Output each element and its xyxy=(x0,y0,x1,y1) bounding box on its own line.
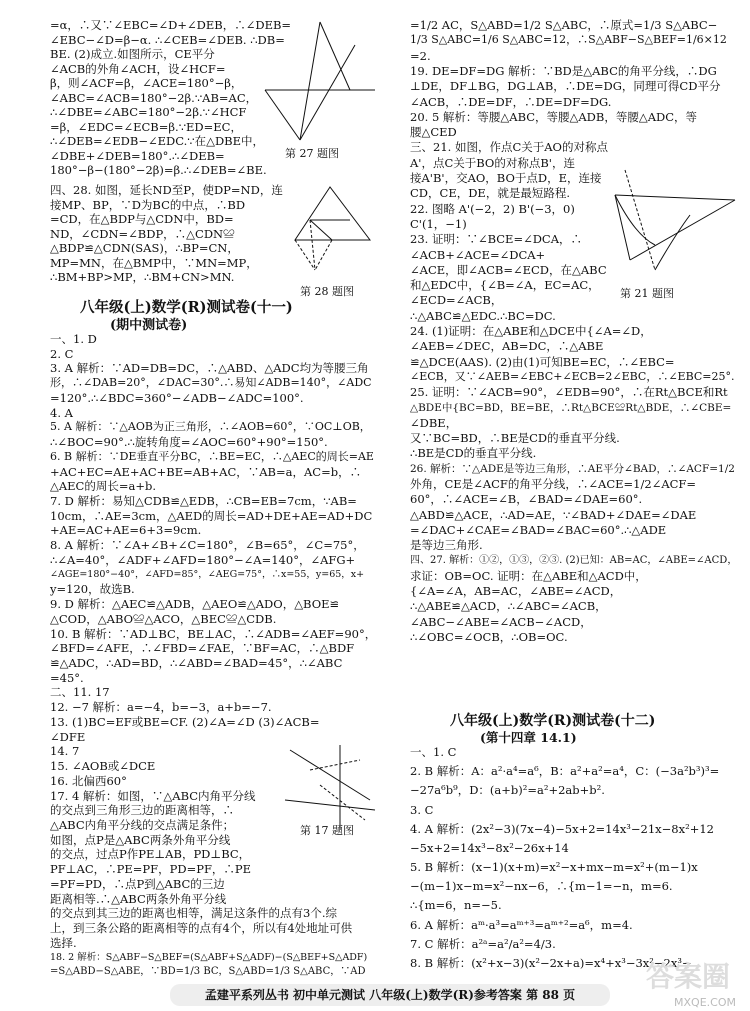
answer-line: =2. xyxy=(410,48,431,63)
answer-line: =CD，在△BDP与△CDN中，BD= xyxy=(50,212,234,226)
answer-line: 24. (1)证明：在△ABE和△DCE中{∠A=∠D， xyxy=(410,324,652,338)
section-subtitle-11: (期中测试卷) xyxy=(110,318,188,333)
answer-line: =∠DAC+∠CAE=∠BAD=∠BAC=60°.∴△ADE xyxy=(410,522,667,537)
answer-line: 6. B 解析：∵DE垂直平分BC，∴BE=EC，∴△AEC的周长=AE xyxy=(50,449,374,463)
answer-line: =120°.∴∠BDC=360°−∠ADB−∠ADC=100°. xyxy=(50,390,304,405)
answer-line: 7. D 解析：易知△CDB≌△EDB，∴CB=EB=7cm，∵AB= xyxy=(50,494,357,508)
answer-line: A'，点C关于BO的对称点B'，连 xyxy=(410,155,575,170)
answer-line: ∴∠DEB=∠EDB−∠EDC.∵在△DBE中， xyxy=(50,134,265,148)
answer-line: ∠ABC−∠ABE=∠ACB−∠ACD， xyxy=(410,614,592,629)
answer-line: ND，∠CDN=∠BDP，∴△CDN≌ xyxy=(50,226,235,241)
answer-line: =45°. xyxy=(50,670,84,685)
answer-line: 6. A 解析：aᵐ·a³=aᵐ⁺³=aᵐ⁺²=a⁶，m=4. xyxy=(410,917,633,932)
answer-line: CD，CE，DE，就是最短路程. xyxy=(410,186,570,201)
answer-line: 7. C 解析：a²ᵃ=a²/a²=4/3. xyxy=(410,936,556,951)
answer-line: 20. 5 解析：等腰△ABC，等腰△ADB，等腰△ADC，等 xyxy=(410,109,698,124)
answer-line: 14. 7 xyxy=(50,744,80,759)
answer-line: 22. 图略 A'(−2，2) B'(−3，0) xyxy=(410,201,575,216)
answer-line: ∠AEB=∠DEC，AB=DC，∴△ABE xyxy=(410,339,604,354)
answer-line: 和△EDC中，{∠B=∠A，EC=AC， xyxy=(410,278,600,293)
answer-line: ∴∠BOC=90°.∴旋转角度=∠AOC=60°+90°=150°. xyxy=(50,435,328,450)
answer-line: ∠DBE+∠DEB=180°.∴∠DEB= xyxy=(50,148,225,163)
figure-17 xyxy=(280,740,380,835)
answer-line: ≌△DCE(AAS). (2)由(1)可知BE=EC，∴∠EBC= xyxy=(410,354,675,369)
answer-line: △COD，△ABO≌△ACO，△BEC≌△CDB. xyxy=(50,611,277,626)
answer-line: 60°，∴∠ACE=∠B，∠BAD=∠DAE=60°. xyxy=(410,492,643,507)
answer-line: 上，到三条公路的距离相等的点有4个，所以有4处地址可供 xyxy=(50,921,353,936)
answer-line: 形，∴∠DAB=20°，∠DAC=30°.∴易知∠ADB=140°，∠ADC xyxy=(50,376,372,390)
answer-line: =1/2 AC，S△ABD=1/2 S△ABC，∴原式=1/3 S△ABC− xyxy=(410,18,718,32)
answer-line: C'(1，−1) xyxy=(410,216,467,231)
answer-line: {∠A=∠A，AB=AC，∠ABE=∠ACD， xyxy=(410,584,622,599)
answer-line: 12. −7 解析：a=−4，b=−3，a+b=−7. xyxy=(50,700,272,715)
answer-line: 的交点到三角形三边的距离相等，∴ xyxy=(50,803,234,818)
answer-line: BE. (2)成立.如图所示，CE平分 xyxy=(50,47,215,61)
section-title-12: 八年级(上)数学(R)测试卷(十二) xyxy=(450,713,656,729)
figure-17-caption: 第 17 题图 xyxy=(300,824,354,837)
answer-line: 2. B 解析：A：a²·a⁴=a⁶，B：a²+a²=a⁴，C：(−3a²b³)³= xyxy=(410,764,720,779)
answer-line: 一、1. D xyxy=(50,332,97,346)
answer-line: △AEC的周长=a+b. xyxy=(50,479,156,494)
answer-line: y=120，故选B. xyxy=(50,582,135,597)
answer-line: 8. B 解析：(x²+x−3)(x²−2x+a)=x⁴+x³−3x²−2x³− xyxy=(410,955,692,970)
answer-line: ∠ABC=∠ACB=180°−2β.∵AB=AC， xyxy=(50,90,258,105)
section-subtitle-12: (第十四章 14.1) xyxy=(480,730,577,745)
answer-line: 腰△CED xyxy=(410,125,457,140)
watermark-url: MXQE.COM xyxy=(674,996,736,1009)
answer-line: MP=MN，在△BMP中，∵MN=MP， xyxy=(50,255,258,270)
answer-line: △ABC内角平分线的交点满足条件； xyxy=(50,818,235,832)
answer-line: 求证：OB=OC. 证明：在△ABE和△ACD中， xyxy=(410,568,647,583)
answer-line: +AE=AC+AE=6+3=9cm. xyxy=(50,523,202,538)
section-title-11: 八年级(上)数学(R)测试卷(十一) xyxy=(80,299,293,316)
answer-line: 一、1. C xyxy=(410,745,457,759)
answer-line: 3. C xyxy=(410,802,434,817)
answer-line: ∠ACB+∠ACE=∠DCA+ xyxy=(410,247,546,262)
answer-line: 4. A 解析：(2x²−3)(7x−4)−5x+2=14x³−21x−8x²+12 xyxy=(410,821,714,836)
answer-line: ∠ECB，又∵∠AEB=∠EBC+∠ECB=2∠EBC，∴∠EBC=25°. xyxy=(410,369,735,383)
answer-line: ∴∠DBE=∠ABC=180°−2β.∵∠HCF xyxy=(50,105,247,119)
answer-line: 如图，点P是△ABC两条外角平分线 xyxy=(50,832,231,847)
answer-line: ∠EBC−∠D=β−α. ∴∠CEB=∠DEB. ∴DB= xyxy=(50,32,285,47)
answer-line: 接MP、BP，∵D为BC的中点，∴BD xyxy=(50,197,246,212)
answer-line: 的交点到其三边的距离也相等，满足这条件的点有3个.综 xyxy=(50,906,337,921)
answer-line: 15. ∠AOB或∠DCE xyxy=(50,759,156,774)
answer-line: β，则∠ACF=β，∠ACE=180°−β， xyxy=(50,76,243,90)
answer-line: ∠DFE xyxy=(50,729,86,744)
answer-line: 三、21. 如图，作点C关于AO的对称点 xyxy=(410,140,608,155)
answer-line: 是等边三角形. xyxy=(410,538,483,553)
figure-27 xyxy=(255,20,380,150)
answer-line: 18. 2 解析：S△ABF−S△BEF=(S△ABF+S△ADF)−(S△BEF+S△ADF) xyxy=(50,951,368,963)
answer-line: 的交点，过点P作PE⊥AB，PD⊥BC， xyxy=(50,847,251,862)
answer-line: 接A'B'，交AO，BO于点D，E，连接 xyxy=(410,171,602,185)
answer-line: ∠ACE，即∠ACB=∠ECD，在△ABC xyxy=(410,262,607,277)
answer-line: 10cm，∴AE=3cm，△AED的周长=AD+DE+AE=AD+DC xyxy=(50,508,373,523)
answer-line: △ABD≌△ACE，∴AD=AE，∵∠BAD+∠DAE=∠DAE xyxy=(410,507,697,522)
answer-line: 3. A 解析：∵AD=DB=DC，∴△ABD、△ADC均为等腰三角 xyxy=(50,361,369,376)
answer-line: 8. A 解析：∵∠A+∠B+∠C=180°，∠B=65°，∠C=75°， xyxy=(50,538,365,553)
answer-line: 四、28. 如图，延长ND至P，使DP=ND，连 xyxy=(50,183,283,197)
answer-line: 二、11. 17 xyxy=(50,685,110,700)
answer-line: 17. 4 解析：如图，∵△ABC内角平分线 xyxy=(50,788,256,803)
answer-line: 13. (1)BC=EF或BE=CF. (2)∠A=∠D (3)∠ACB= xyxy=(50,714,320,729)
answer-line: ∠ACB的外角∠ACH，设∠HCF= xyxy=(50,61,226,76)
answer-line: ∴△ABC≌△EDC.∴BC=DC. xyxy=(410,308,556,323)
answer-line: −5x+2=14x³−8x²−26x+14 xyxy=(410,840,569,855)
answer-line: −27a⁶b⁹，D：(a+b)²=a²+2ab+b². xyxy=(410,783,605,798)
answer-line: ≌△ADC，∴AD=BD，∴∠ABD=∠BAD=45°，∴∠ABC xyxy=(50,656,343,670)
answer-line: △BDE中{BC=BD，BE=BE，∴Rt△BCE≌Rt△BDE，∴∠CBE= xyxy=(410,401,732,414)
answer-line: 23. 证明：∵∠BCE=∠DCA，∴ xyxy=(410,232,583,247)
answer-line: ∠BFD=∠AFE，∴∠FBD=∠FAE，∵BF=AC，∴△BDF xyxy=(50,641,355,656)
answer-line: =β，∠EDC=∠ECB=β.∵ED=EC， xyxy=(50,119,242,134)
answer-line: 16. 北偏西60° xyxy=(50,773,127,788)
answer-line: 又∵BC=BD，∴BE是CD的垂直平分线. xyxy=(410,431,620,446)
answer-line: =α，∴又∵∠EBC=∠D+∠DEB，∴∠DEB= xyxy=(50,18,292,32)
watermark-logo: 答案圈 xyxy=(645,960,730,993)
answer-line: 19. DE=DF=DG 解析：∵BD是△ABC的角平分线，∴DG xyxy=(410,63,717,78)
answer-line: 距离相等.∴△ABC两条外角平分线 xyxy=(50,891,227,906)
answer-line: 9. D 解析：△AEC≌△ADB，△AEO≌△ADO，△BOE≌ xyxy=(50,597,340,612)
answer-line: 4. A xyxy=(50,405,73,420)
figure-28 xyxy=(290,185,380,280)
answer-line: ∠DBE， xyxy=(410,415,458,430)
answer-line: 外角，CE是∠ACF的角平分线，∴∠ACE=1/2∠ACF= xyxy=(410,477,697,491)
figure-27-caption: 第 27 题图 xyxy=(285,147,339,160)
answer-line: 180°−β−(180°−2β)=β.∴∠DEB=∠BE. xyxy=(50,163,267,177)
answer-line: 选择. xyxy=(50,935,77,950)
answer-line: ∠AGE=180°−40°，∠AFD=85°，∠AEG=75°，∴x=55，y=65，x+ xyxy=(50,568,365,580)
answer-line: 5. A 解析：∵△AOB为正三角形，∴∠AOB=60°，∵OC⊥OB， xyxy=(50,420,371,434)
answer-line: ⊥DE，DF⊥BG，DG⊥AB，∴DE=DG，同理可得CD平分 xyxy=(410,79,721,94)
answer-line: ∴BE是CD的垂直平分线. xyxy=(410,446,537,461)
answer-line: =S△ABD−S△ABE，∵BD=1/3 BC，S△ABD=1/3 S△ABC，∵AD xyxy=(50,966,366,978)
answer-line: =PF=PD，∴点P到△ABC的三边 xyxy=(50,876,225,891)
answer-line: 5. B 解析：(x−1)(x+m)=x²−x+mx−m=x²+(m−1)x xyxy=(410,860,698,874)
figure-28-caption: 第 28 题图 xyxy=(300,285,354,298)
answer-line: 25. 证明：∵∠ACB=90°，∠EDB=90°，∴在Rt△BCE和Rt xyxy=(410,385,728,400)
answer-line: −(m−1)x−m=x²−nx−6，∴{m−1=−n，m=6. xyxy=(410,879,673,894)
figure-21-caption: 第 21 题图 xyxy=(620,287,674,300)
answer-line: ∴∠A=40°，∠ADF+∠AFD=180°−∠A=140°，∠AFG+ xyxy=(50,552,356,567)
answer-line: ∴△ABE≌△ACD，∴∠ABC=∠ACB， xyxy=(410,599,607,614)
footer: 孟建平系列丛书 初中单元测试 八年级(上)数学(R)参考答案 第 88 页 xyxy=(170,984,610,1006)
answer-line: ∴∠OBC=∠OCB，∴OB=OC. xyxy=(410,630,568,644)
answer-line: △BDP≌△CDN(SAS)，∴BP=CN， xyxy=(50,241,239,255)
answer-line: 10. B 解析：∵AD⊥BC，BE⊥AC，∴∠ADB=∠AEF=90°， xyxy=(50,626,377,641)
answer-line: 2. C xyxy=(50,346,74,361)
answer-line: +AC+EC=AE+AC+BE=AB+AC，∵AB=a，AC=b，∴ xyxy=(50,464,362,479)
answer-line: ∠ACB，∴DE=DF，∴DE=DF=DG. xyxy=(410,94,612,109)
answer-line: ∴{m=6，n=−5. xyxy=(410,898,502,913)
answer-line: 四、27. 解析：①②，①③，②③. (2)已知：AB=AC，∠ABE=∠ACD， xyxy=(410,554,738,566)
answer-line: ∴BM+BP>MP，∴BM+CN>MN. xyxy=(50,270,235,284)
answer-line: ∠ECD=∠ACB， xyxy=(410,293,503,308)
answer-line: 26. 解析：∵△ADE是等边三角形，∴AE平分∠BAD，∴∠ACF=1/2 xyxy=(410,462,735,475)
answer-line: PF⊥AC，∴PE=PF，PD=PF，∴PE xyxy=(50,862,252,877)
answer-line: 1/3 S△ABC=1/6 S△ABC=12，∴S△ABF−S△BEF=1/6×12 xyxy=(410,33,727,47)
figure-21 xyxy=(595,165,740,275)
